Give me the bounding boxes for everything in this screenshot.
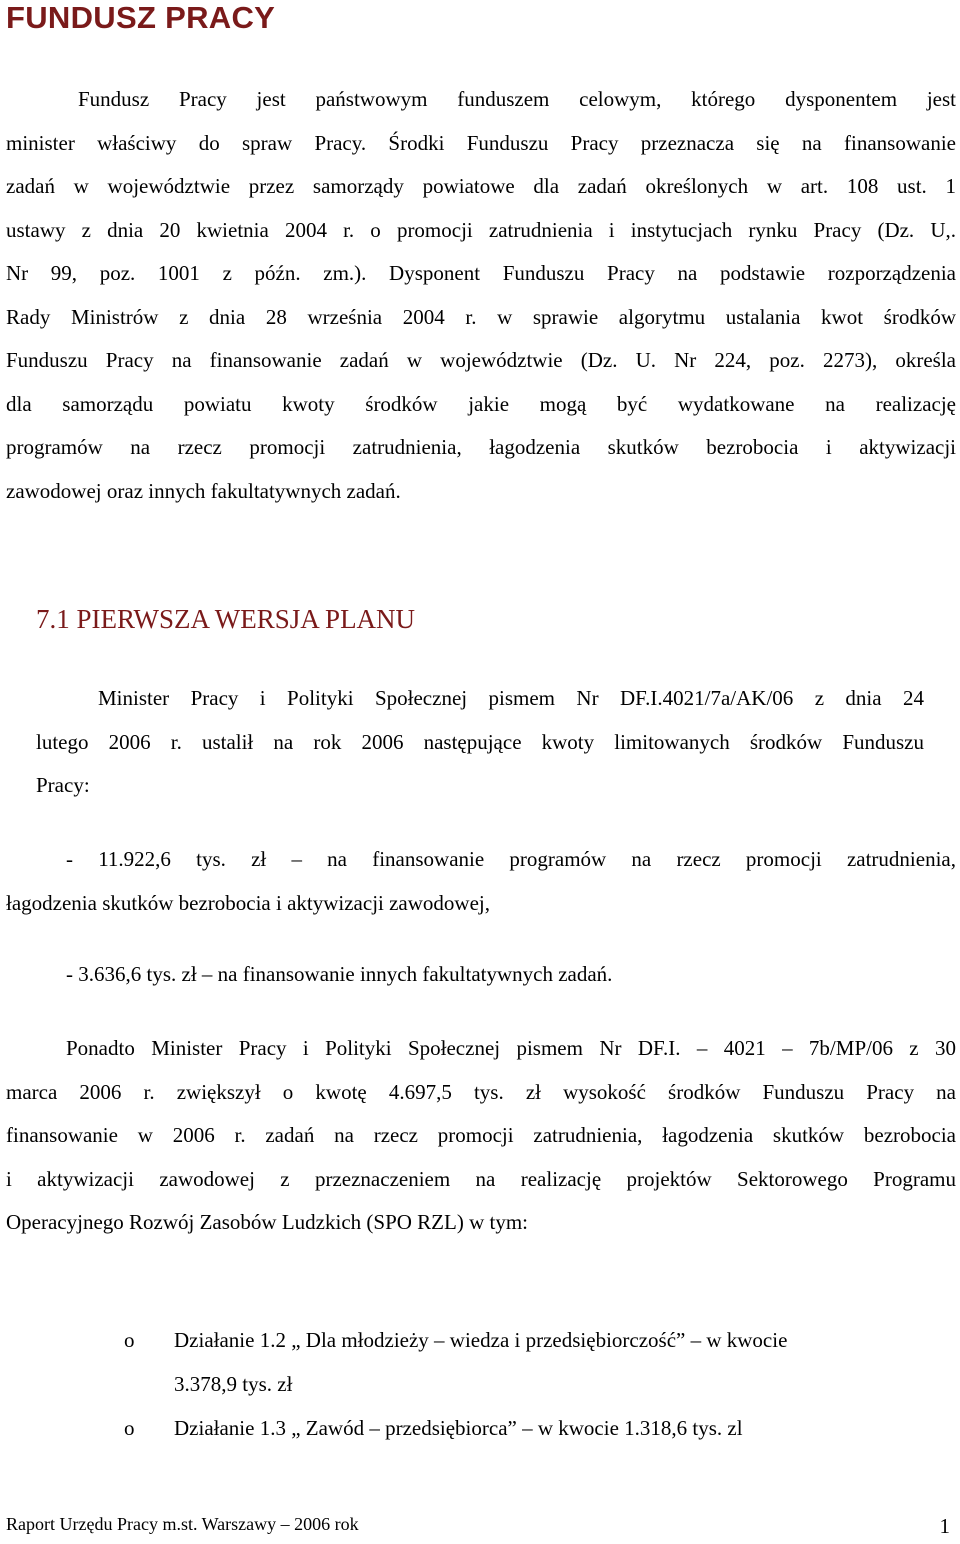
text-line: Fundusz Pracy jest państwowym funduszem celowym, którego dysponentem jest xyxy=(78,87,956,111)
text-line: Ponadto Minister Pracy i Polityki Społecznej pismem Nr DF.I. – 4021 – 7b/MP/06 z 30 xyxy=(66,1036,956,1060)
list-item-text: 3.378,9 tys. zł xyxy=(174,1372,293,1396)
footer-text: Raport Urzędu Pracy m.st. Warszawy – 2006 rok xyxy=(6,1514,359,1534)
text-line: - 3.636,6 tys. zł – na finansowanie innych fakultatywnych zadań. xyxy=(66,962,613,986)
text-line: ustawy z dnia 20 kwietnia 2004 r. o promocji zatrudnienia i instytucjach rynku Pracy (Dz. U,. xyxy=(6,217,956,242)
page-number: 1 xyxy=(939,1514,950,1538)
text-line: lutego 2006 r. ustalił na rok 2006 następujące kwoty limitowanych środków Funduszu xyxy=(36,729,924,754)
intro-paragraph xyxy=(6,78,956,513)
text-line: i aktywizacji zawodowej z przeznaczeniem na realizację projektów Sektorowego Programu xyxy=(6,1166,956,1191)
bullet-marker: o xyxy=(124,1416,135,1440)
text-line: zawodowej oraz innych fakultatywnych zadań. xyxy=(6,478,401,503)
text-line: marca 2006 r. zwiększył o kwotę 4.697,5 tys. zł wysokość środków Funduszu Pracy na xyxy=(6,1079,956,1104)
plan-paragraph xyxy=(36,677,924,808)
section-title: 7.1 PIERWSZA WERSJA PLANU xyxy=(36,604,416,634)
text-line: zadań w województwie przez samorządy powiatowe dla zadań określonych w art. 108 ust. 1 xyxy=(6,174,956,198)
increase-paragraph xyxy=(6,1027,956,1245)
text-line: - 11.922,6 tys. zł – na finansowanie programów na rzecz promocji zatrudnienia, xyxy=(66,847,956,871)
page-footer xyxy=(6,1514,950,1544)
text-line: Funduszu Pracy na finansowanie zadań w województwie (Dz. U. Nr 224, poz. 2273), określa xyxy=(6,348,956,372)
list-item xyxy=(124,1318,934,1406)
text-line: Operacyjnego Rozwój Zasobów Ludzkich (SPO RZL) w tym: xyxy=(6,1210,528,1234)
list-item-text: Działanie 1.3 „ Zawód – przedsiębiorca” – w kwocie 1.318,6 tys. zl xyxy=(174,1416,743,1440)
text-line: Rady Ministrów z dnia 28 września 2004 r. w sprawie algorytmu ustalania kwot środków xyxy=(6,304,956,329)
list-item xyxy=(124,1406,934,1450)
document-title: FUNDUSZ PRACY xyxy=(6,0,276,35)
measures-list xyxy=(124,1318,934,1450)
amount-paragraph-2 xyxy=(66,953,766,997)
text-line: dla samorządu powiatu kwoty środków jakie mogą być wydatkowane na realizację xyxy=(6,391,956,416)
bullet-marker: o xyxy=(124,1328,135,1352)
text-line: łagodzenia skutków bezrobocia i aktywizacji zawodowej, xyxy=(6,890,490,915)
text-line: finansowanie w 2006 r. zadań na rzecz promocji zatrudnienia, łagodzenia skutków bezrobocia xyxy=(6,1123,956,1147)
text-line: programów na rzecz promocji zatrudnienia, łagodzenia skutków bezrobocia i aktywizacji xyxy=(6,435,956,459)
text-line: Nr 99, poz. 1001 z późn. zm.). Dysponent Funduszu Pracy na podstawie rozporządzenia xyxy=(6,261,956,285)
text-line: Minister Pracy i Polityki Społecznej pismem Nr DF.I.4021/7a/AK/06 z dnia 24 xyxy=(98,686,924,710)
amount-paragraph-1 xyxy=(6,838,956,925)
text-line: minister właściwy do spraw Pracy. Środki Funduszu Pracy przeznacza się na finansowanie xyxy=(6,130,956,155)
list-item-text: Działanie 1.2 „ Dla młodzieży – wiedza i przedsiębiorczość” – w kwocie xyxy=(174,1328,788,1352)
text-line: Pracy: xyxy=(36,773,90,797)
